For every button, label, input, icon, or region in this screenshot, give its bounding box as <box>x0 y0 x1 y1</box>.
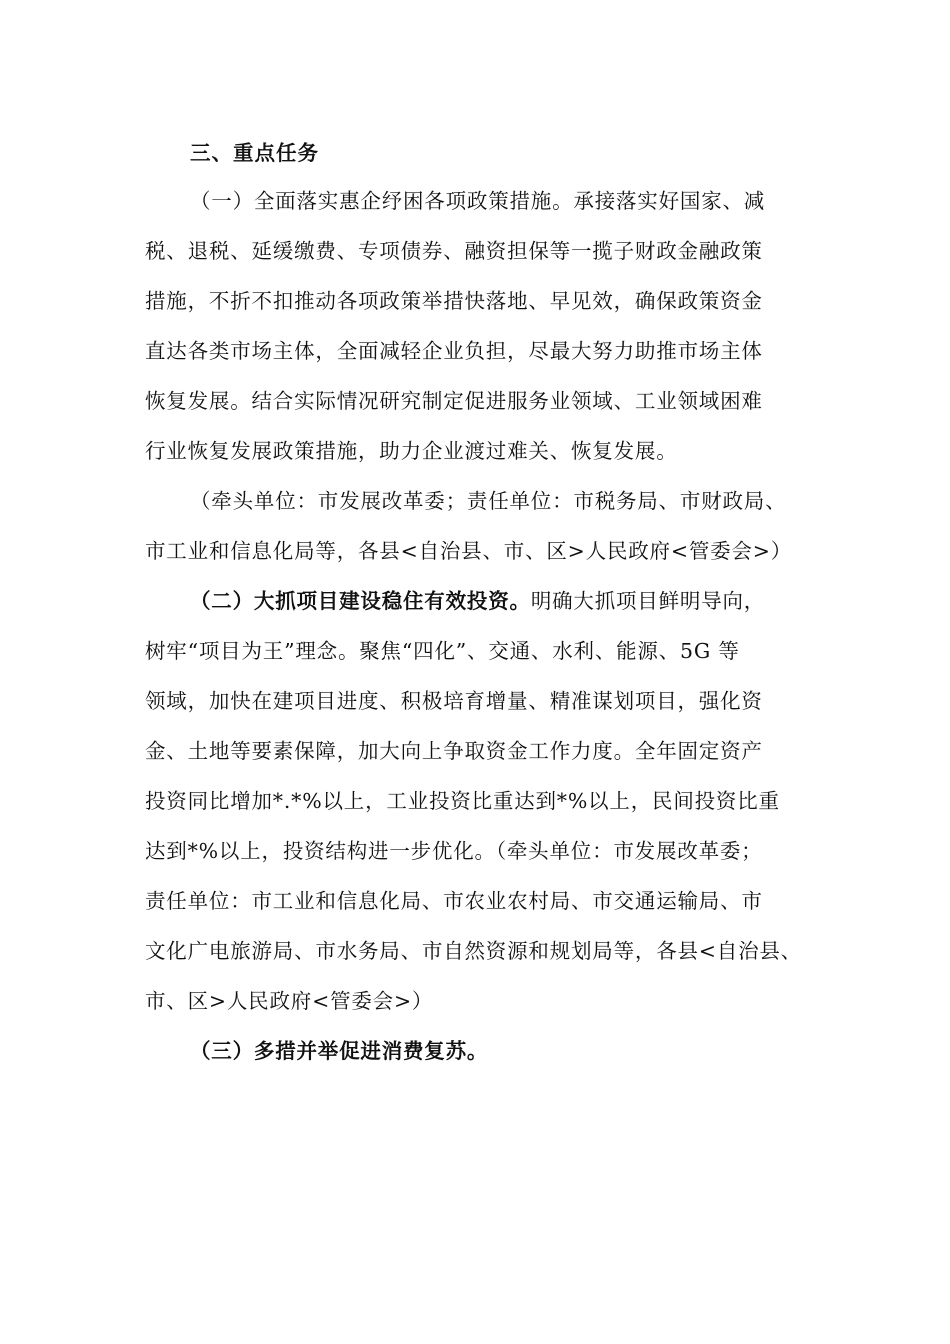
item1-line: 税、退税、延缓缴费、专项债券、融资担保等一揽子财政金融政策 <box>145 239 763 263</box>
item2-title-rest: 明确大抓项目鲜明导向， <box>530 589 766 613</box>
item1-responsibility-line: （牵头单位：市发展改革委；责任单位：市税务局、市财政局、 <box>190 489 787 513</box>
item1-responsibility-line: 市工业和信息化局等，各县<自治县、市、区>人民政府<管委会>） <box>145 539 793 563</box>
section-heading: 三、重点任务 <box>190 141 319 165</box>
item2-line: 树牢“项目为王”理念。聚焦“四化”、交通、水利、能源、5G 等 <box>145 639 740 663</box>
item1-line: 行业恢复发展政策措施，助力企业渡过难关、恢复发展。 <box>145 439 678 463</box>
item2-title-bold: （二）大抓项目建设稳住有效投资。 <box>190 589 531 613</box>
item2-line: 金、土地等要素保障，加大向上争取资金工作力度。全年固定资产 <box>145 739 763 763</box>
item1-line: 措施，不折不扣推动各项政策举措快落地、早见效，确保政策资金 <box>145 289 763 313</box>
item2-line: 市、区>人民政府<管委会>） <box>145 989 434 1013</box>
item1-title-line: （一）全面落实惠企纾困各项政策措施。承接落实好国家、减 <box>190 189 766 213</box>
item2-line: 责任单位：市工业和信息化局、市农业农村局、市交通运输局、市 <box>145 889 763 913</box>
item2-line: 领域，加快在建项目进度、积极培育增量、精准谋划项目，强化资 <box>145 689 763 713</box>
item3-title: （三）多措并举促进消费复苏。 <box>190 1039 489 1063</box>
item2-line: 投资同比增加*.*%以上，工业投资比重达到*%以上，民间投资比重 <box>145 789 780 813</box>
item2-line: 文化广电旅游局、市水务局、市自然资源和规划局等，各县<自治县、 <box>145 939 802 963</box>
item1-line: 恢复发展。结合实际情况研究制定促进服务业领域、工业领域困难 <box>145 389 763 413</box>
item2-title-line <box>190 586 840 616</box>
item1-line: 直达各类市场主体，全面减轻企业负担，尽最大努力助推市场主体 <box>145 339 763 363</box>
item2-line: 达到*%以上，投资结构进一步优化。（牵头单位：市发展改革委； <box>145 839 763 863</box>
